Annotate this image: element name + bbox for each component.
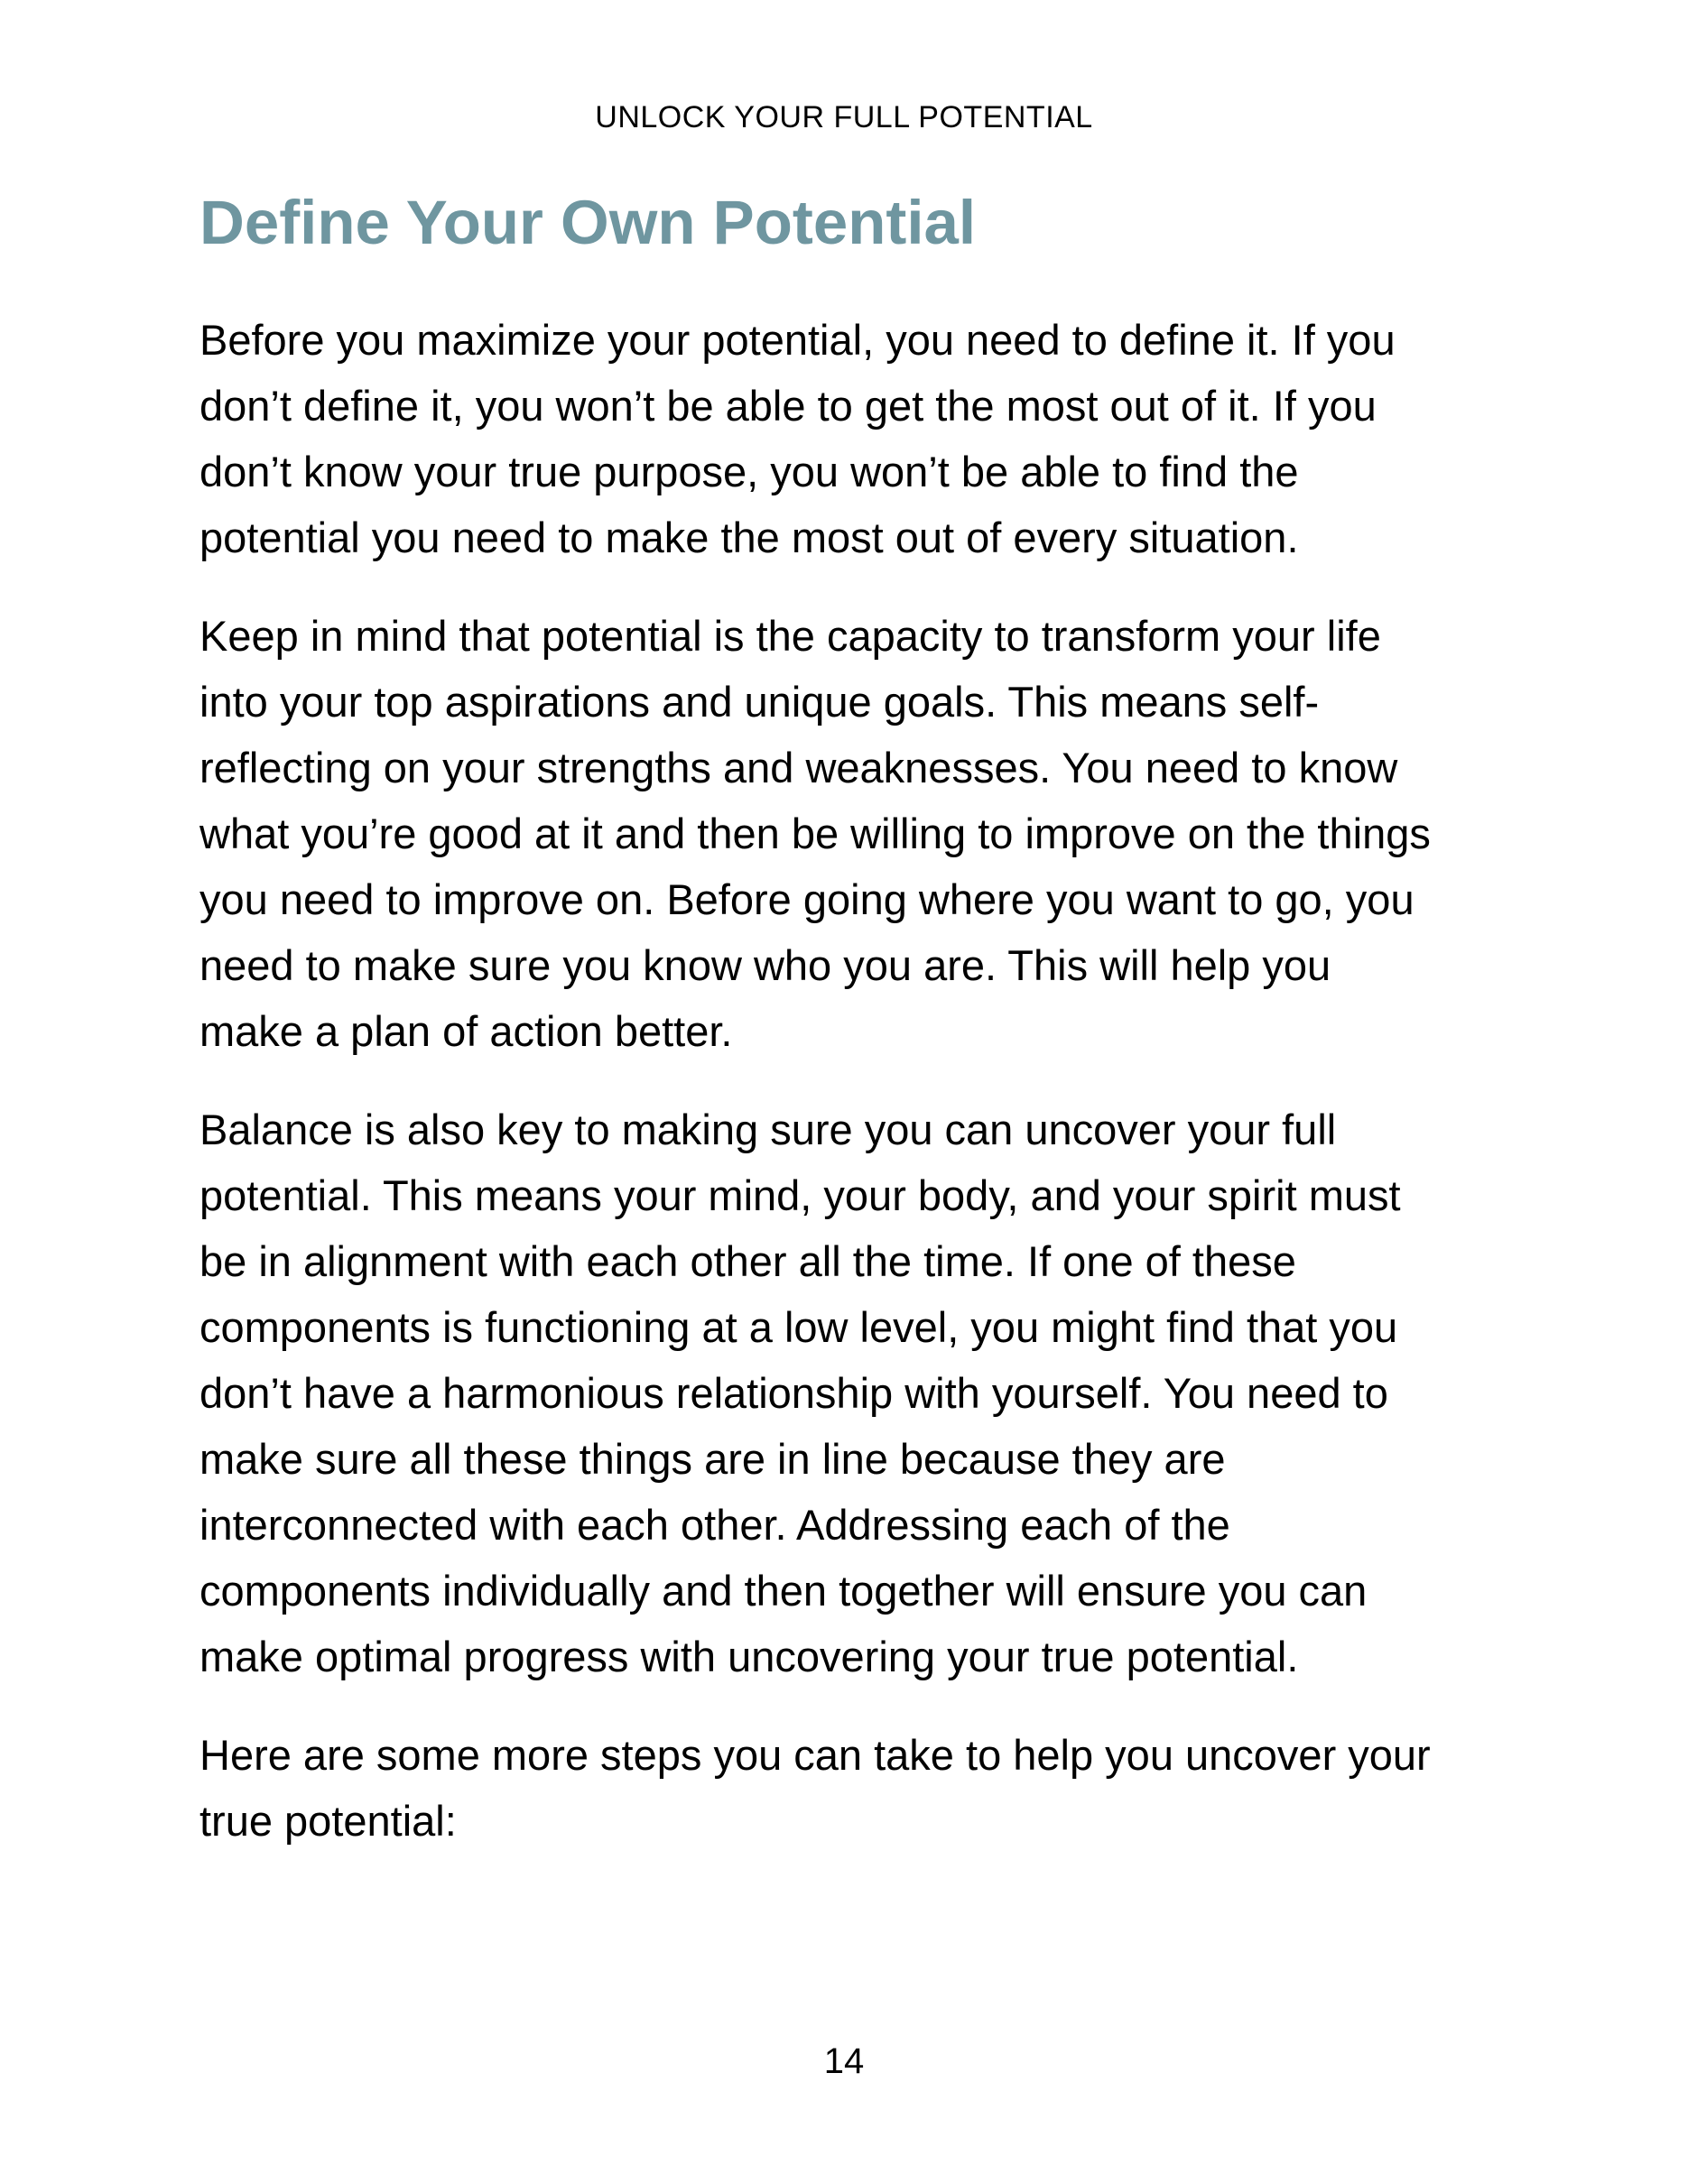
text-line: Before you maximize your potential, you need to define it. If you	[199, 316, 1396, 364]
text-line: be in alignment with each other all the time. If one of these	[199, 1237, 1296, 1285]
text-line: into your top aspirations and unique goals. This means self-	[199, 678, 1320, 726]
text-line: don’t have a harmonious relationship with yourself. You need to	[199, 1369, 1388, 1417]
text-line: potential you need to make the most out of every situation.	[199, 514, 1299, 561]
body-text	[199, 307, 1490, 1886]
text-line: true potential:	[199, 1797, 457, 1845]
paragraph-2	[199, 603, 1490, 1064]
text-line: components individually and then together will ensure you can	[199, 1567, 1368, 1615]
text-line: need to make sure you know who you are. This will help you	[199, 941, 1331, 989]
paragraph-1	[199, 307, 1490, 570]
page-number: 14	[823, 2041, 865, 2081]
text-line: make sure all these things are in line because they are	[199, 1435, 1226, 1483]
paragraph-4	[199, 1722, 1490, 1854]
text-line: make optimal progress with uncovering your true potential.	[199, 1633, 1299, 1680]
text-line: reflecting on your strengths and weaknesses. You need to know	[199, 744, 1398, 791]
text-line: Balance is also key to making sure you can uncover your full	[199, 1106, 1337, 1153]
text-line: make a plan of action better.	[199, 1007, 733, 1055]
text-line: potential. This means your mind, your body, and your spirit must	[199, 1171, 1401, 1219]
text-line: don’t define it, you won’t be able to get the most out of it. If you	[199, 382, 1377, 430]
page-title: Define Your Own Potential	[199, 188, 977, 257]
text-line: Keep in mind that potential is the capacity to transform your life	[199, 612, 1381, 660]
text-line: interconnected with each other. Addressing each of the	[199, 1501, 1230, 1549]
text-line: components is functioning at a low level, you might find that you	[199, 1303, 1398, 1351]
paragraph-3	[199, 1097, 1490, 1689]
text-line: you need to improve on. Before going where you want to go, you	[199, 875, 1414, 923]
text-line: don’t know your true purpose, you won’t be able to find the	[199, 448, 1299, 495]
text-line: what you’re good at it and then be willing to improve on the things	[199, 810, 1431, 857]
running-header: UNLOCK YOUR FULL POTENTIAL	[595, 100, 1093, 134]
text-line: Here are some more steps you can take to help you uncover your	[199, 1731, 1431, 1779]
